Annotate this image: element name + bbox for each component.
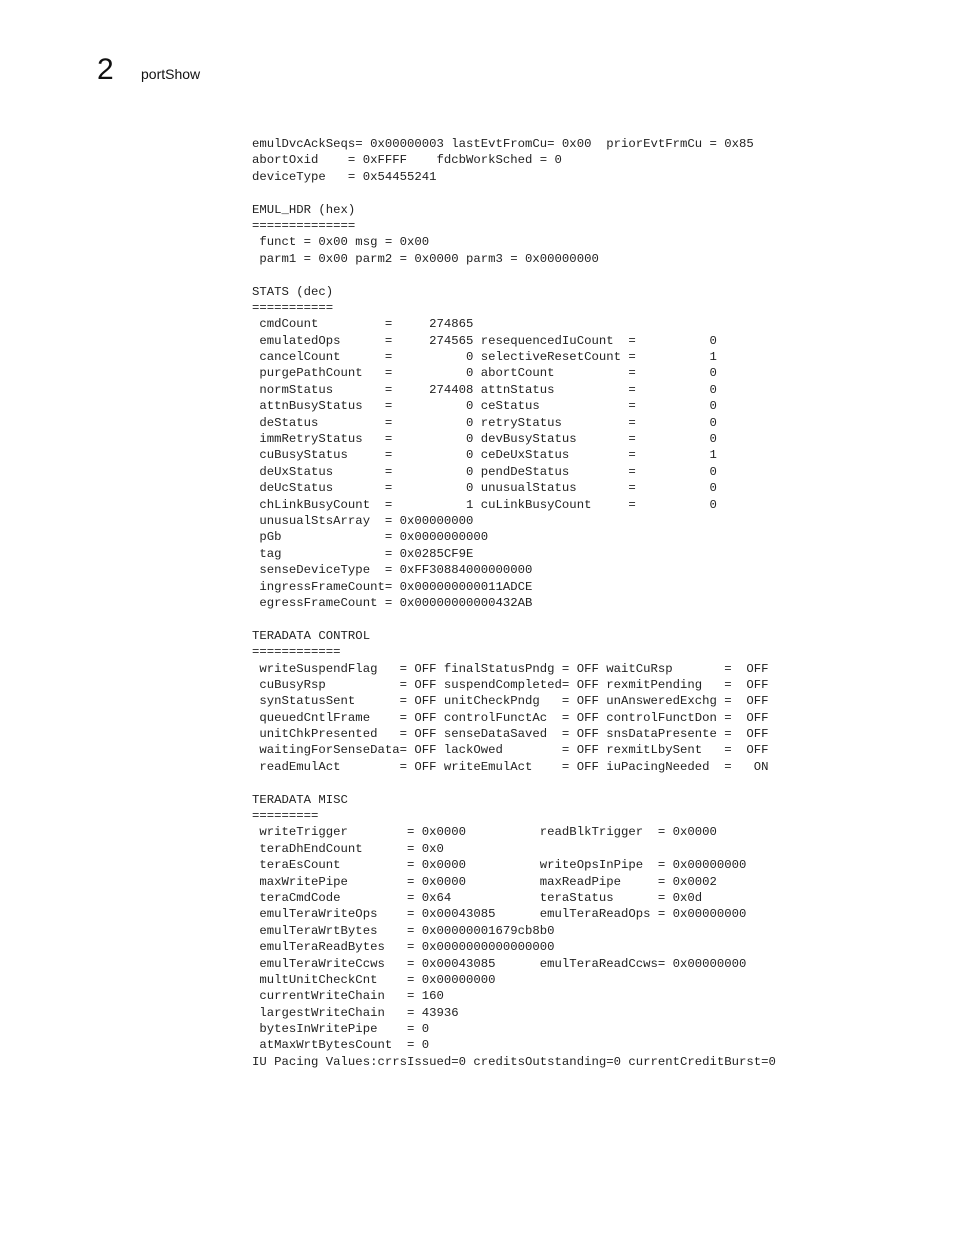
output-line: chLinkBusyCount = 1 cuLinkBusyCount = 0 <box>252 497 717 512</box>
output-line: deUxStatus = 0 pendDeStatus = 0 <box>252 464 717 479</box>
output-line: normStatus = 274408 attnStatus = 0 <box>252 382 717 397</box>
output-line: unitChkPresented = OFF senseDataSaved = OFF snsDataPresente = OFF <box>252 727 769 742</box>
output-line: teraEsCount = 0x0000 writeOpsInPipe = 0x00000000 <box>252 858 747 873</box>
section-title: portShow <box>141 66 201 82</box>
output-line: abortOxid = 0xFFFF fdcbWorkSched = 0 <box>252 153 562 168</box>
output-line: TERADATA MISC <box>252 792 348 807</box>
output-line: emulTeraWriteCcws = 0x00043085 emulTeraReadCcws= 0x00000000 <box>252 956 747 971</box>
output-line: immRetryStatus = 0 devBusyStatus = 0 <box>252 432 717 447</box>
output-line <box>252 267 776 283</box>
output-line: readEmulAct = OFF writeEmulAct = OFF iuPacingNeeded = ON <box>252 759 769 774</box>
output-line: tag = 0x0285CF9E <box>252 546 474 561</box>
output-line: cancelCount = 0 selectiveResetCount = 1 <box>252 350 717 365</box>
output-line: bytesInWritePipe = 0 <box>252 1022 430 1037</box>
output-line: =========== <box>252 300 334 315</box>
output-line: emulTeraWrtBytes = 0x00000001679cb8b0 <box>252 923 555 938</box>
output-line: writeTrigger = 0x0000 readBlkTrigger = 0x0000 <box>252 825 717 840</box>
output-line: egressFrameCount = 0x00000000000432AB <box>252 595 533 610</box>
output-line: attnBusyStatus = 0 ceStatus = 0 <box>252 399 717 414</box>
output-line: maxWritePipe = 0x0000 maxReadPipe = 0x0002 <box>252 874 717 889</box>
chapter-number: 2 <box>97 53 114 86</box>
output-line: cuBusyStatus = 0 ceDeUxStatus = 1 <box>252 448 717 463</box>
output-line: synStatusSent = OFF unitCheckPndg = OFF unAnsweredExchg = OFF <box>252 694 769 709</box>
output-line <box>252 185 776 201</box>
output-line: writeSuspendFlag = OFF finalStatusPndg = OFF waitCuRsp = OFF <box>252 661 769 676</box>
output-line: emulatedOps = 274565 resequencedIuCount = 0 <box>252 333 717 348</box>
output-line: emulDvcAckSeqs= 0x00000003 lastEvtFromCu= 0x00 priorEvtFrmCu = 0x85 <box>252 137 754 151</box>
output-line: multUnitCheckCnt = 0x00000000 <box>252 972 496 987</box>
output-line: TERADATA CONTROL <box>252 628 371 643</box>
output-line: ========= <box>252 809 319 824</box>
output-line: senseDeviceType = 0xFF30884000000000 <box>252 563 533 578</box>
output-line: deUcStatus = 0 unusualStatus = 0 <box>252 481 717 496</box>
output-line: queuedCntlFrame = OFF controlFunctAc = OFF controlFunctDon = OFF <box>252 710 769 725</box>
output-line: purgePathCount = 0 abortCount = 0 <box>252 366 717 381</box>
output-line: IU Pacing Values:crrsIssued=0 creditsOutstanding=0 currentCreditBurst=0 <box>252 1054 776 1069</box>
output-line <box>252 611 776 627</box>
output-line: ============ <box>252 645 341 660</box>
output-line: cuBusyRsp = OFF suspendCompleted= OFF rexmitPending = OFF <box>252 677 769 692</box>
output-line: parm1 = 0x00 parm2 = 0x0000 parm3 = 0x00000000 <box>252 251 599 266</box>
output-line: waitingForSenseData= OFF lackOwed = OFF rexmitLbySent = OFF <box>252 743 769 758</box>
output-line: funct = 0x00 msg = 0x00 <box>252 235 430 250</box>
output-line: cmdCount = 274865 <box>252 317 474 332</box>
output-line: deStatus = 0 retryStatus = 0 <box>252 415 717 430</box>
output-line: atMaxWrtBytesCount = 0 <box>252 1038 430 1053</box>
output-line: ============== <box>252 218 356 233</box>
command-output <box>252 136 776 1070</box>
output-line: currentWriteChain = 160 <box>252 989 444 1004</box>
output-line: teraDhEndCount = 0x0 <box>252 841 444 856</box>
output-line: unusualStsArray = 0x00000000 <box>252 513 474 528</box>
output-line <box>252 775 776 791</box>
output-line: emulTeraWriteOps = 0x00043085 emulTeraReadOps = 0x00000000 <box>252 907 747 922</box>
output-line: pGb = 0x0000000000 <box>252 530 489 545</box>
output-line: largestWriteChain = 43936 <box>252 1005 459 1020</box>
output-line: STATS (dec) <box>252 284 334 299</box>
output-line: deviceType = 0x54455241 <box>252 169 437 184</box>
output-line: teraCmdCode = 0x64 teraStatus = 0x0d <box>252 890 703 905</box>
output-line: ingressFrameCount= 0x000000000011ADCE <box>252 579 533 594</box>
output-line: EMUL_HDR (hex) <box>252 202 356 217</box>
output-line: emulTeraReadBytes = 0x0000000000000000 <box>252 940 555 955</box>
